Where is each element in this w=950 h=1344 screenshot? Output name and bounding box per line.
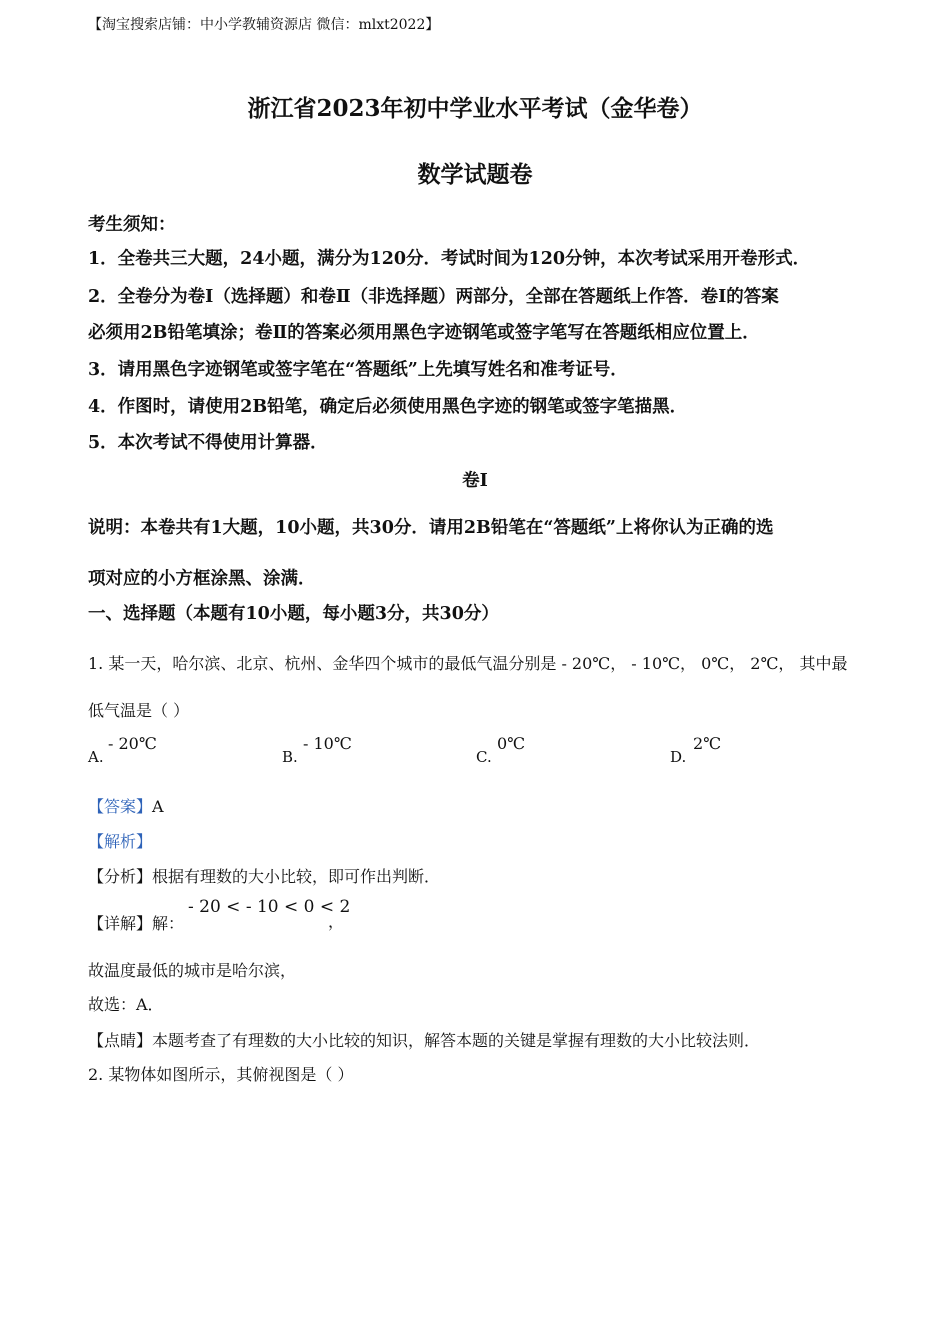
- notice-item-4: 4．作图时，请使用2B铅笔，确定后必须使用黑色字迹的钢笔或签字笔描黑．: [88, 397, 688, 417]
- option-a-value: - 20℃: [108, 734, 157, 753]
- notice-item-1: 1．全卷共三大题，24小题，满分为120分．考试时间为120分钟，本次考试采用开卷形式．: [88, 249, 811, 269]
- description-line-2: 项对应的小方框涂黑、涂满．: [88, 569, 316, 589]
- answer-value: A: [152, 797, 164, 816]
- section-heading: 一、选择题（本题有10小题，每小题3分，共30分）: [88, 604, 499, 624]
- description-line-1: 说明：本卷共有1大题，10小题，共30分．请用2B铅笔在“答题纸”上将你认为正确的选: [88, 518, 774, 538]
- detail-label: 【详解】解：: [88, 914, 185, 933]
- analysis-text: 【分析】根据有理数的大小比较，即可作出判断．: [88, 867, 441, 886]
- notice-item-2-line-2: 必须用2B铅笔填涂；卷Ⅱ的答案必须用黑色字迹钢笔或签字笔写在答题纸相应位置上．: [88, 323, 760, 343]
- option-b-value: - 10℃: [303, 734, 352, 753]
- option-b-letter: B.: [282, 748, 298, 766]
- volume-heading: 卷Ⅰ: [462, 471, 488, 491]
- notice-item-2-line-1: 2．全卷分为卷Ⅰ（选择题）和卷Ⅱ（非选择题）两部分，全部在答题纸上作答．卷Ⅰ的答案: [88, 287, 779, 307]
- option-a-letter: A.: [88, 748, 104, 766]
- option-c-value: 0℃: [497, 734, 526, 753]
- conclusion-text: 故温度最低的城市是哈尔滨，: [88, 961, 297, 980]
- notice-item-3: 3．请用黑色字迹钢笔或签字笔在“答题纸”上先填写姓名和准考证号．: [88, 360, 628, 380]
- option-d-letter: D.: [670, 748, 687, 766]
- notice-item-5: 5．本次考试不得使用计算器．: [88, 433, 328, 453]
- exam-title: 浙江省2023年初中学业水平考试（金华卷）: [247, 95, 703, 122]
- choice-text: 故选：A．: [88, 995, 164, 1014]
- detail-comma: ，: [328, 912, 345, 931]
- option-d-value: 2℃: [693, 734, 722, 753]
- notice-label: 考生须知：: [88, 215, 176, 235]
- question-2-line-1: 2. 某物体如图所示，其俯视图是（ ）: [88, 1065, 354, 1084]
- answer-line: [88, 794, 164, 817]
- question-1-line-1: 1. 某一天，哈尔滨、北京、杭州、金华四个城市的最低气温分别是 - 20℃， - 10℃， 0℃， 2℃， 其中最: [88, 654, 848, 673]
- detail-inequality: - 20 < - 10 < 0 < 2: [188, 897, 351, 917]
- comment-text: 【点睛】本题考查了有理数的大小比较的知识，解答本题的关键是掌握有理数的大小比较法则．: [88, 1031, 761, 1050]
- header-note: 【淘宝搜索店铺：中小学教辅资源店 微信：mlxt2022】: [88, 17, 440, 33]
- option-c-letter: C.: [476, 748, 492, 766]
- analysis-tag: 【解析】: [88, 832, 153, 851]
- answer-tag: 【答案】: [88, 797, 153, 816]
- question-1-line-2: 低气温是（ ）: [88, 701, 190, 720]
- exam-subtitle: 数学试题卷: [417, 161, 533, 188]
